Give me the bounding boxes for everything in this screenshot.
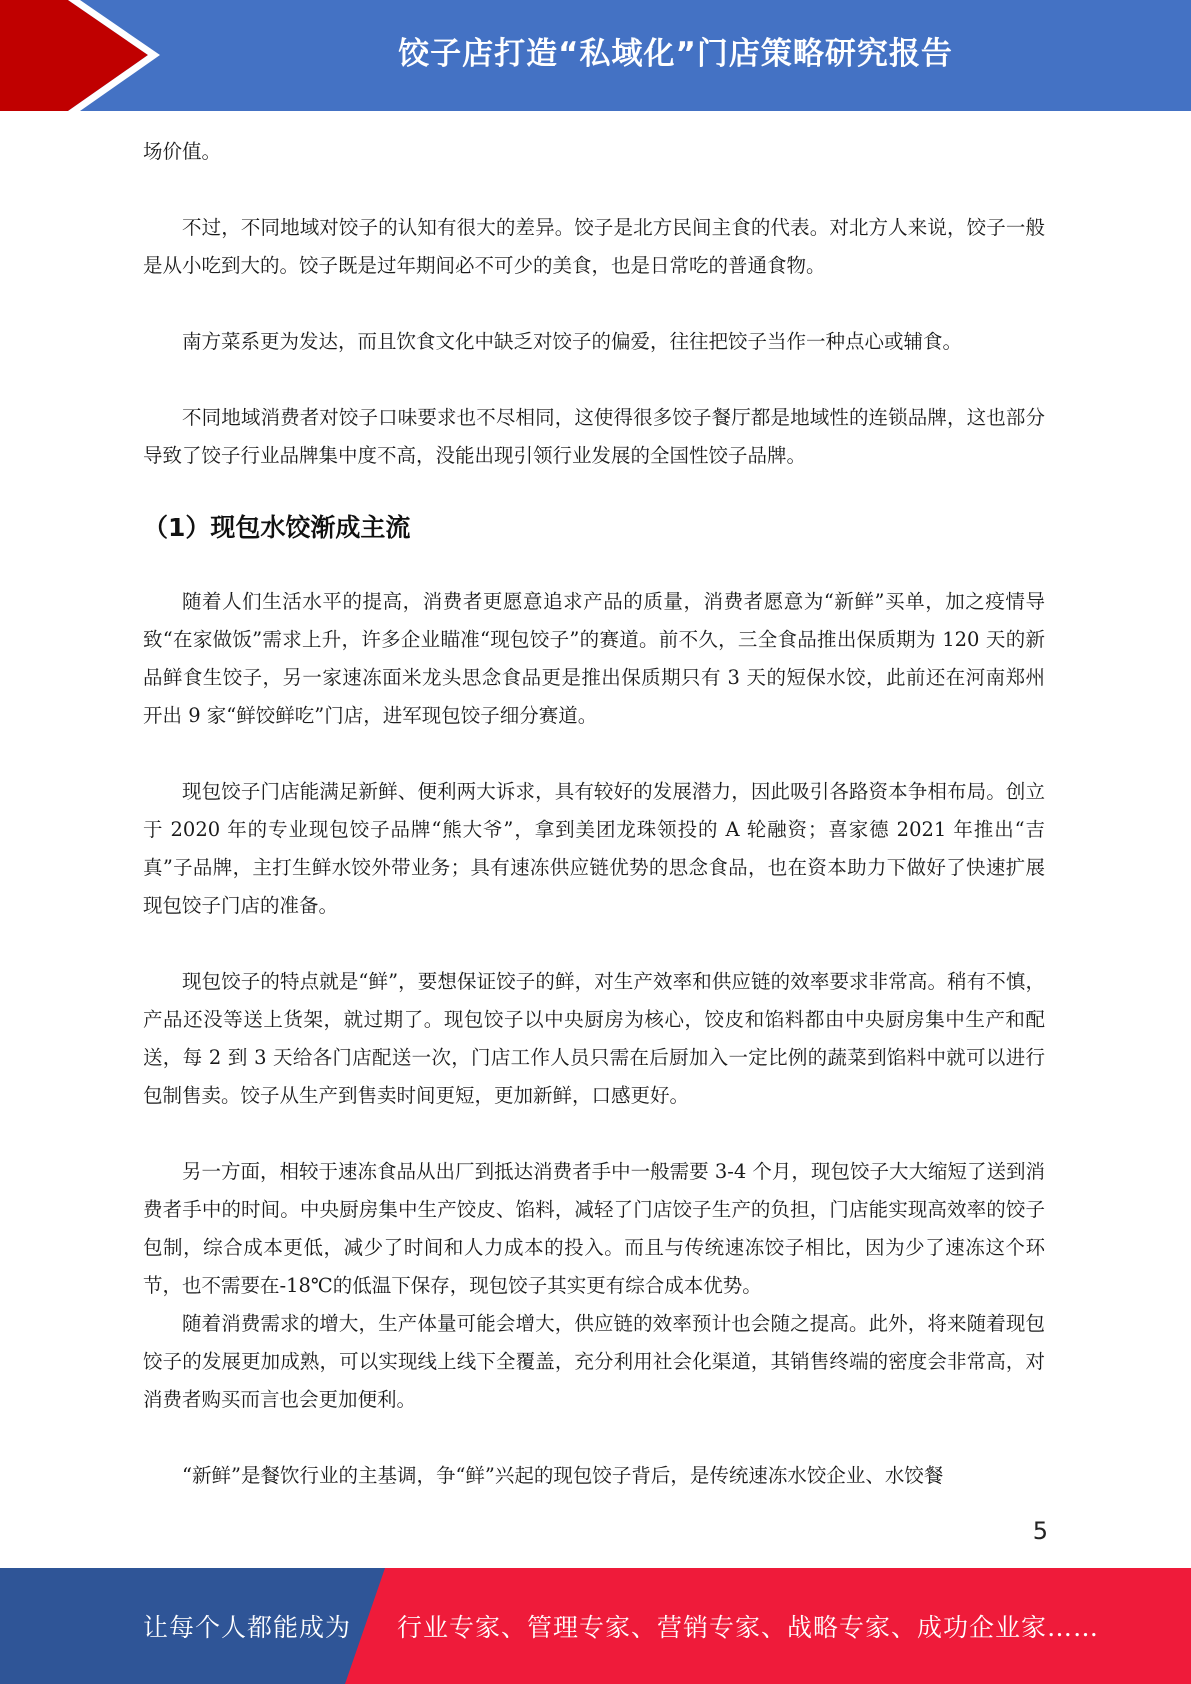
page-footer (0, 1568, 1191, 1684)
paragraph-9: “新鲜”是餐饮行业的主基调，争“鲜”兴起的现包饺子背后，是传统速冻水饺企业、水饺餐 (182, 1464, 944, 1487)
paragraph-6: 现包饺子的特点就是“鲜”，要想保证饺子的鲜，对生产效率和供应链的效率要求非常高。稍有不慎，产品还没等送上货架，就过期了。现包饺子以中央厨房为核心，饺皮和馅料都由中央厨房集中生产和配送，每 2 到 3 天给各门店配送一次，门店工作人员只需在后厨加入一定比例的蔬菜到馅料中就可以进行包制售卖。饺子从生产到售卖时间更短，更加新鲜，口感更好。 (143, 970, 1045, 1107)
paragraph-0: 场价值。 (143, 140, 222, 163)
paragraph-5: 现包饺子门店能满足新鲜、便利两大诉求，具有较好的发展潜力，因此吸引各路资本争相布局。创立于 2020 年的专业现包饺子品牌“熊大爷”，拿到美团龙珠领投的 A 轮融资；喜家德 2021 年推出“吉真”子品牌，主打生鲜水饺外带业务；具有速冻供应链优势的思念食品，也在资本助力下做好了快速扩展现包饺子门店的准备。 (143, 780, 1045, 917)
footer-slogan-right: 行业专家、管理专家、营销专家、战略专家、成功企业家…… (397, 1613, 1100, 1642)
paragraph-4: 随着人们生活水平的提高，消费者更愿意追求产品的质量，消费者愿意为“新鲜”买单，加之疫情导致“在家做饭”需求上升，许多企业瞄准“现包饺子”的赛道。前不久，三全食品推出保质期为 120 天的新品鲜食生饺子，另一家速冻面米龙头思念食品更是推出保质期只有 3 天的短保水饺，此前还在河南郑州开出 9 家“鲜饺鲜吃”门店，进军现包饺子细分赛道。 (143, 590, 1045, 727)
footer-slogan-left: 让每个人都能成为 (143, 1613, 352, 1642)
paragraph-1: 不过，不同地域对饺子的认知有很大的差异。饺子是北方民间主食的代表。对北方人来说，饺子一般是从小吃到大的。饺子既是过年期间必不可少的美食，也是日常吃的普通食物。 (143, 216, 1045, 277)
paragraph-2: 南方菜系更为发达，而且饮食文化中缺乏对饺子的偏爱，往往把饺子当作一种点心或辅食。 (182, 330, 963, 353)
page-header (0, 0, 1191, 111)
section-heading: （1）现包水饺渐成主流 (143, 513, 411, 542)
paragraph-3: 不同地域消费者对饺子口味要求也不尽相同，这使得很多饺子餐厅都是地域性的连锁品牌，这也部分导致了饺子行业品牌集中度不高，没能出现引领行业发展的全国性饺子品牌。 (143, 406, 1045, 467)
document-body (143, 133, 1045, 1495)
report-title: 饺子店打造“私域化”门店策略研究报告 (398, 35, 953, 72)
page-number: 5 (1032, 1517, 1048, 1545)
paragraph-8: 随着消费需求的增大，生产体量可能会增大，供应链的效率预计也会随之提高。此外，将来随着现包饺子的发展更加成熟，可以实现线上线下全覆盖，充分利用社会化渠道，其销售终端的密度会非常高，对消费者购买而言也会更加便利。 (143, 1312, 1045, 1411)
paragraph-7: 另一方面，相较于速冻食品从出厂到抵达消费者手中一般需要 3-4 个月，现包饺子大大缩短了送到消费者手中的时间。中央厨房集中生产饺皮、馅料，减轻了门店饺子生产的负担，门店能实现高效率的饺子包制，综合成本更低，减少了时间和人力成本的投入。而且与传统速冻饺子相比，因为少了速冻这个环节，也不需要在-18℃的低温下保存，现包饺子其实更有综合成本优势。 (143, 1160, 1045, 1297)
